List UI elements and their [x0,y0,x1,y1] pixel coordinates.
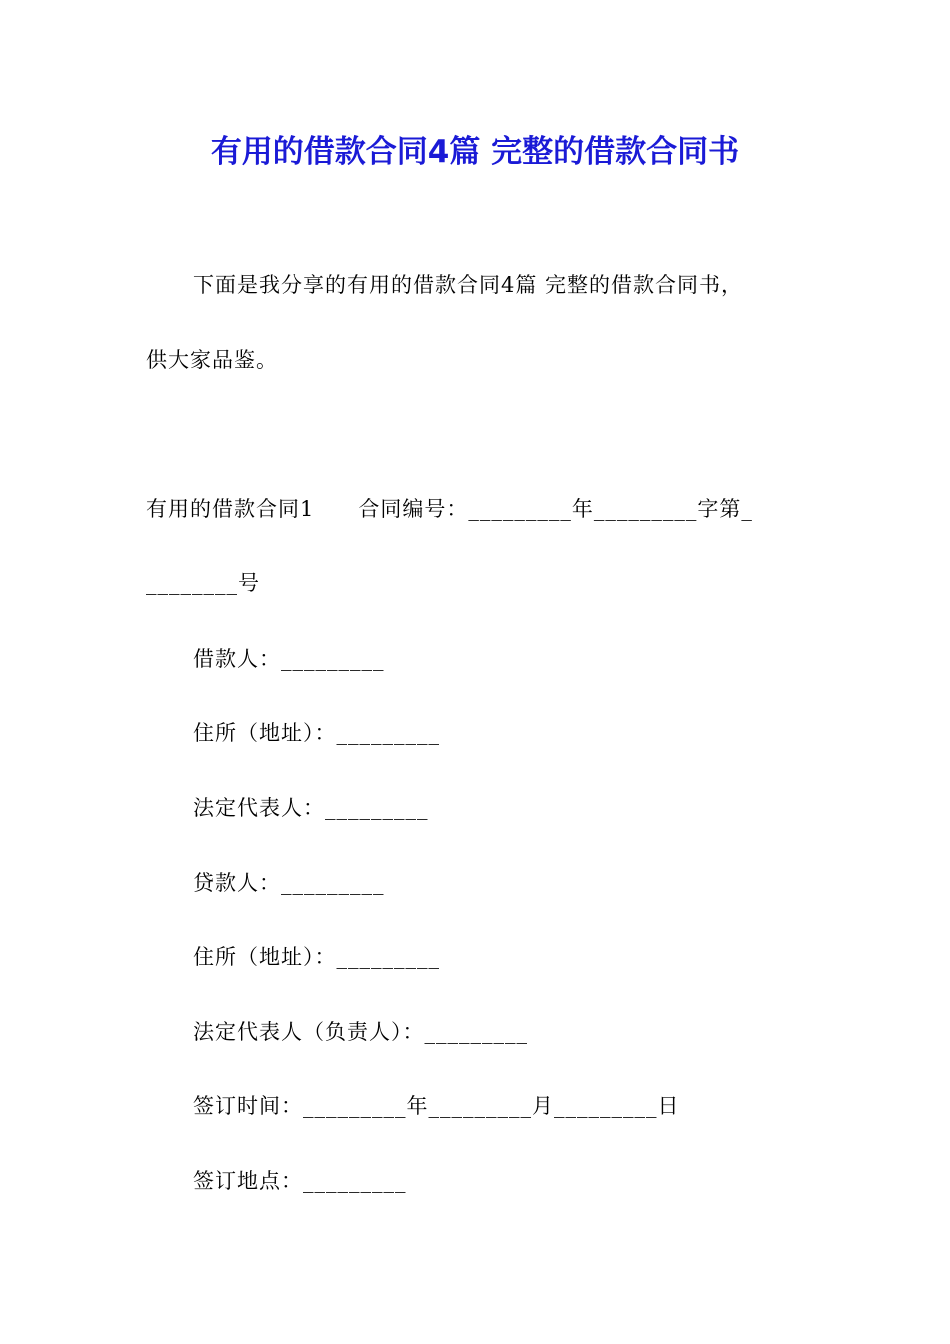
signing-date-field: 签订时间：_________年_________月_________日 [193,1094,680,1118]
signing-place-field: 签订地点：_________ [193,1169,407,1193]
intro-line-1: 下面是我分享的有用的借款合同4篇 完整的借款合同书， [193,273,744,297]
borrower-legal-rep-field: 法定代表人：_________ [193,796,429,820]
contract-number-line-1: 有用的借款合同1 合同编号：_________年_________字第_ [146,497,753,521]
intro-line-2: 供大家品鉴。 [146,348,278,372]
document-title: 有用的借款合同4篇 完整的借款合同书 [210,134,740,170]
borrower-field: 借款人：_________ [193,647,385,671]
lender-legal-rep-field: 法定代表人（负责人）：_________ [193,1020,528,1044]
lender-field: 贷款人：_________ [193,871,385,895]
borrower-address-field: 住所（地址）：_________ [193,721,440,745]
contract-number-line-2: ________号 [146,571,260,595]
lender-address-field: 住所（地址）：_________ [193,945,440,969]
